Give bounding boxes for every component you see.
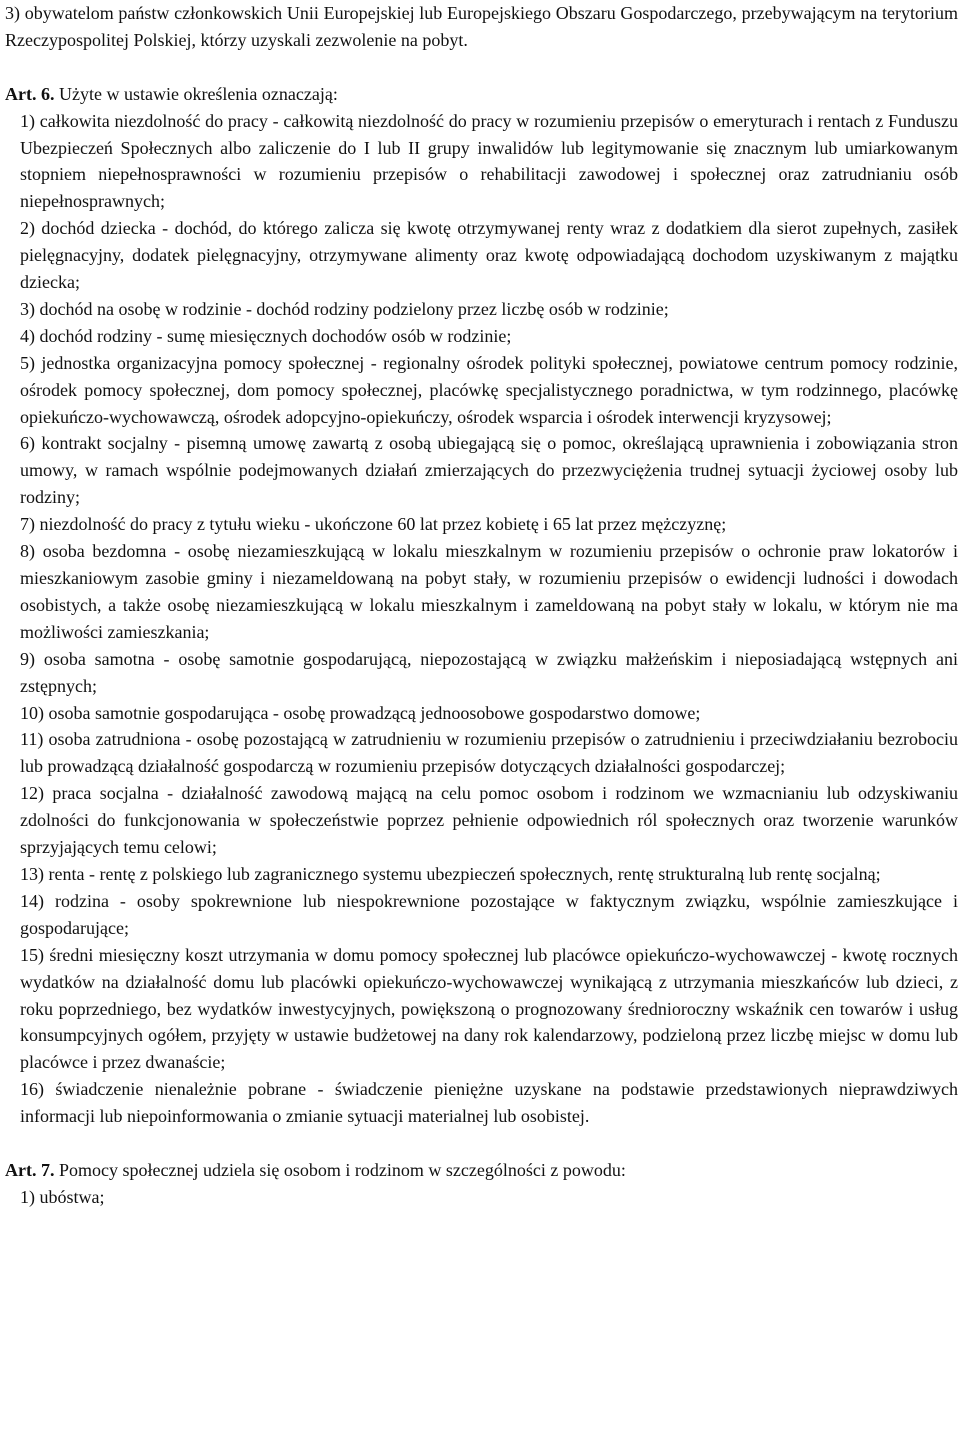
art7-label: Art. 7. — [5, 1159, 55, 1180]
art5-item-3: 3) obywatelom państw członkowskich Unii Europejskiej lub Europejskiego Obszaru Gospodarczego, przebywającym na terytorium Rzeczypospolitej Polskiej, którzy uzyskali zezwolenie na pobyt. — [5, 3, 958, 50]
art6-item-1: 1) całkowita niezdolność do pracy - całkowitą niezdolność do pracy w rozumieniu przepisów o emeryturach i rentach z Funduszu Ubezpieczeń Społecznych albo zaliczenie do I lub II grupy inwalidów lub legitymowanie się znacznym lub umiarkowanym stopniem niepełnosprawności w rozumieniu przepisów o rehabilitacji zawodowej i społecznej oraz zatrudnianiu osób niepełnosprawnych; — [20, 110, 958, 212]
art6-intro: Użyte w ustawie określenia oznaczają: — [58, 83, 338, 104]
art7-reason-list — [5, 1184, 958, 1211]
art6-definition-list — [5, 108, 958, 1130]
art6-item-2: 2) dochód dziecka - dochód, do którego zalicza się kwotę otrzymywanej renty wraz z dodatkiem dla sierot zupełnych, zasiłek pielęgnacyjny, dodatek pielęgnacyjny, otrzymywane alimenty oraz kwotę odpowiadającą dochodom uzyskiwanym z majątku dziecka; — [20, 218, 958, 293]
art6-item-10: 10) osoba samotnie gospodarująca - osobę prowadzącą jednoosobowe gospodarstwo domowe; — [20, 702, 701, 723]
art6-item-15: 15) średni miesięczny koszt utrzymania w domu pomocy społecznej lub placówce opiekuńczo-wychowawczej - kwotę rocznych wydatków na działalność domu lub placówki opiekuńczo-wychowawczej wynikającą z utrzymania mieszkańców lub dzieci, z roku poprzedniego, bez wydatków inwestycyjnych, powiększoną o prognozowany średnioroczny wskaźnik cen towarów i usług konsumpcyjnych ogółem, przyjęty w ustawie budżetowej na dany rok kalendarzowy, podzieloną przez liczbę miejsc w domu lub placówce i przez dwanaście; — [20, 944, 958, 1073]
art6-heading — [5, 81, 958, 108]
art6-item-13: 13) renta - rentę z polskiego lub zagranicznego systemu ubezpieczeń społecznych, rentę strukturalną lub rentę socjalną; — [20, 863, 881, 884]
art6-item-8: 8) osoba bezdomna - osobę niezamieszkującą w lokalu mieszkalnym w rozumieniu przepisów o ochronie praw lokatorów i mieszkaniowym zasobie gminy i niezameldowaną na pobyt stały, w rozumieniu przepisów o ewidencji ludności i dowodach osobistych, a także osobę niezamieszkującą w lokalu mieszkalnym i zameldowaną na pobyt stały w lokalu, w którym nie ma możliwości zamieszkania; — [20, 541, 958, 642]
art6-item-7: 7) niezdolność do pracy z tytułu wieku - ukończone 60 lat przez kobietę i 65 lat przez mężczyznę; — [20, 514, 727, 535]
art6-item-6: 6) kontrakt socjalny - pisemną umowę zawartą z osobą ubiegającą się o pomoc, określającą uprawnienia i zobowiązania stron umowy, w ramach wspólnie podejmowanych działań zmierzających do przezwyciężenia trudnej sytuacji życiowej osoby lub rodziny; — [20, 433, 958, 508]
art7-item-1: 1) ubóstwa; — [20, 1186, 105, 1207]
art6-label: Art. 6. — [5, 83, 55, 104]
art6-item-11: 11) osoba zatrudniona - osobę pozostającą w zatrudnieniu w rozumieniu przepisów o zatrudnieniu i przeciwdziałaniu bezrobociu lub prowadzącą działalność gospodarczą w rozumieniu przepisów dotyczących działalności gospodarczej; — [20, 729, 958, 777]
art7-intro: Pomocy społecznej udziela się osobom i rodzinom w szczególności z powodu: — [58, 1159, 626, 1180]
art6-item-9: 9) osoba samotna - osobę samotnie gospodarującą, niepozostającą w związku małżeńskim i nieposiadającą wstępnych ani zstępnych; — [20, 648, 958, 696]
paragraph-gap — [5, 54, 958, 81]
art7-heading — [5, 1157, 958, 1184]
art6-item-14: 14) rodzina - osoby spokrewnione lub niespokrewnione pozostające w faktycznym związku, wspólnie zamieszkujące i gospodarujące; — [20, 890, 958, 938]
art6-item-12: 12) praca socjalna - działalność zawodową mającą na celu pomoc osobom i rodzinom we wzmacnianiu lub odzyskiwaniu zdolności do funkcjonowania w społeczeństwie poprzez pełnienie odpowiednich ról społecznych oraz tworzenie warunków sprzyjających temu celowi; — [20, 783, 958, 858]
art6-item-5: 5) jednostka organizacyjna pomocy społecznej - regionalny ośrodek polityki społecznej, powiatowe centrum pomocy rodzinie, ośrodek pomocy społecznej, dom pomocy społecznej, placówkę specjalistycznego poradnictwa, w tym rodzinnego, placówkę opiekuńczo-wychowawczą, ośrodek adopcyjno-opiekuńczy, ośrodek wsparcia i ośrodek interwencji kryzysowej; — [20, 352, 958, 427]
paragraph-gap — [5, 1130, 958, 1157]
art6-item-16: 16) świadczenie nienależnie pobrane - świadczenie pieniężne uzyskane na podstawie przedstawionych nieprawdziwych informacji lub niepoinformowania o zmianie sytuacji materialnej lub osobistej. — [20, 1079, 958, 1127]
art6-item-4: 4) dochód rodziny - sumę miesięcznych dochodów osób w rodzinie; — [20, 325, 512, 346]
art6-item-3: 3) dochód na osobę w rodzinie - dochód rodziny podzielony przez liczbę osób w rodzinie; — [20, 298, 669, 319]
